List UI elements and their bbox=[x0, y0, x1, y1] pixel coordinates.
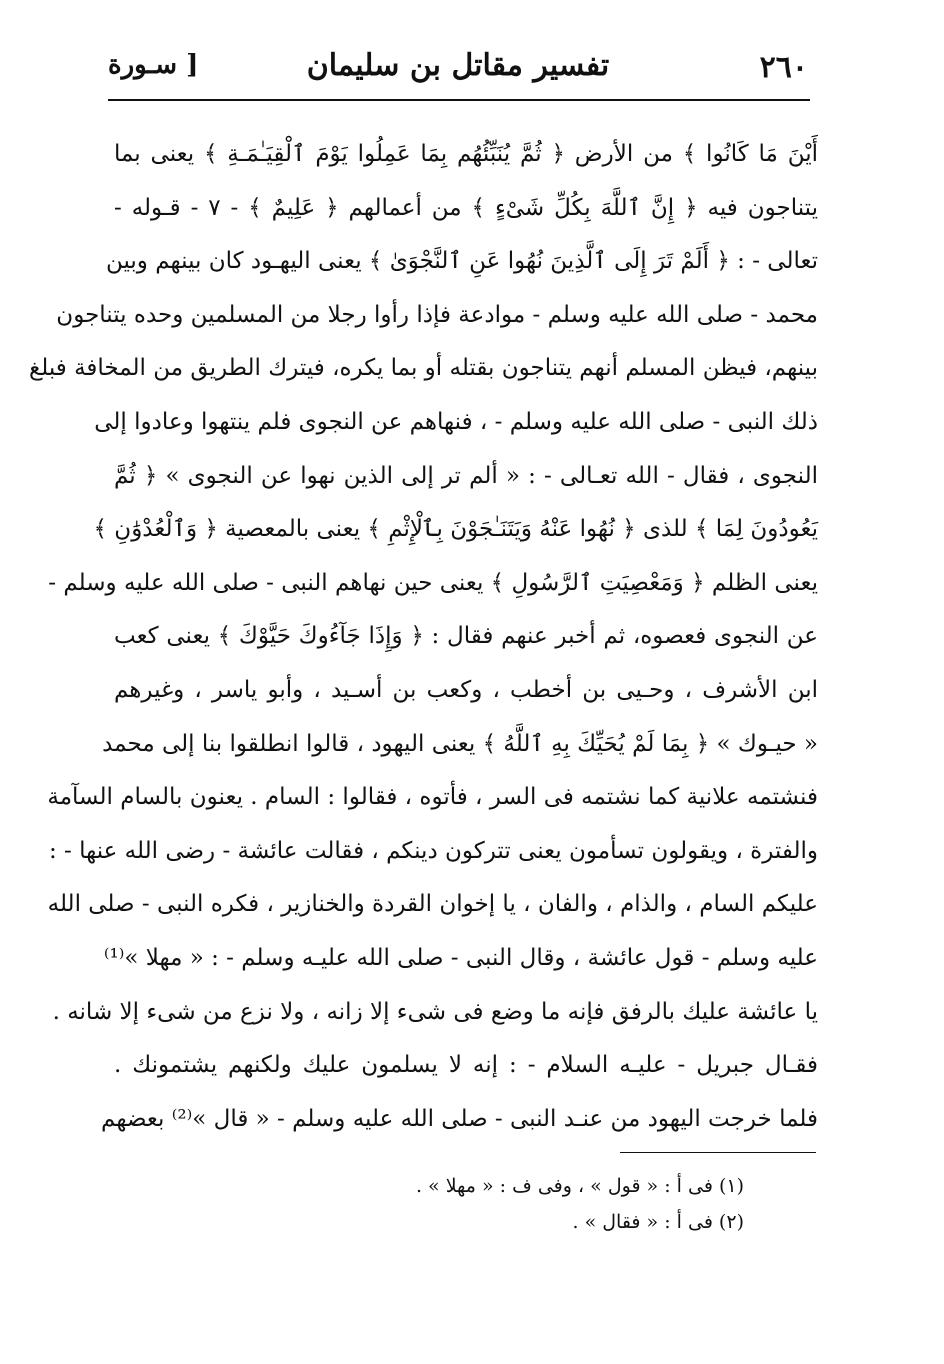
surah-label: [ سـورة bbox=[108, 50, 199, 80]
body-line: يعنى الظلم ﴿ وَمَعْصِيَتِ ٱلرَّسُولِ ﴾ يعنى حين نهاهم النبى - صلى الله عليه وسلم - bbox=[48, 569, 818, 596]
body-line: عليه وسلم - قول عائشة ، وقال النبى - صلى الله عليـه وسلم - : « مهلا »⁽¹⁾ bbox=[103, 944, 818, 971]
body-line: فلما خرجت اليهود من عنـد النبى - صلى الله عليه وسلم - « قال »⁽²⁾ بعضهم bbox=[101, 1105, 818, 1132]
body-line: يا عائشة عليك بالرفق فإنه ما وضع فى شىء إلا زانه ، ولا نزع من شىء إلا شانه . bbox=[52, 998, 818, 1025]
book-title: تفسير مقاتل بن سليمان bbox=[306, 48, 610, 83]
tafsir-body bbox=[28, 128, 818, 1146]
body-line: فقـال جبريل - عليـه السلام - : إنه لا يسلمون عليك ولكنهم يشتمونك . bbox=[114, 1052, 818, 1079]
body-line: النجوى ، فقال - الله تعـالى - : « ألم تر إلى الذين نهوا عن النجوى » ﴿ ثُمَّ bbox=[114, 462, 818, 489]
footnotes bbox=[344, 1168, 744, 1240]
body-line: ذلك النبى - صلى الله عليه وسلم - ، فنهاهم عن النجوى فلم ينتهوا وعادوا إلى bbox=[94, 408, 818, 435]
body-line: والفترة ، ويقولون تسأمون يعنى تتركون دينكم ، فقالت عائشة - رضى الله عنها - : bbox=[48, 837, 818, 864]
footnote-divider bbox=[620, 1152, 816, 1153]
body-line: تعالى - : ﴿ أَلَمْ تَرَ إِلَى ٱلَّذِينَ نُهُوا عَنِ ٱلنَّجْوَىٰ ﴾ يعنى اليهـود كان بينهم وبين bbox=[105, 248, 818, 275]
body-line: « حيـوك » ﴿ بِمَا لَمْ يُحَيِّكَ بِهِ ٱللَّهُ ﴾ يعنى اليهود ، قالوا انطلقوا بنا إلى محمد bbox=[102, 730, 818, 757]
body-line: ابن الأشرف ، وحـيى بن أخطب ، وكعب بن أسـيد ، وأبو ياسر ، وغيرهم bbox=[114, 676, 818, 703]
body-line: عليكم السام ، والذام ، والفان ، يا إخوان القردة والخنازير ، فكره النبى - صلى الله bbox=[47, 891, 818, 918]
page-number: ٢٦٠ bbox=[759, 50, 808, 85]
body-line: أَيْنَ مَا كَانُوا ﴾ من الأرض ﴿ ثُمَّ يُنَبِّئُهُم بِمَا عَمِلُوا يَوْمَ ٱلْقِيَـٰمَـةِ ﴾ يعنى بما bbox=[114, 141, 818, 167]
footnote: (١) فى أ : « قول » ، وفى ف : « مهلا » . bbox=[415, 1175, 744, 1197]
footnote: (٢) فى أ : « فقال » . bbox=[572, 1211, 744, 1233]
header-divider bbox=[108, 99, 810, 101]
body-line: عن النجوى فعصوه، ثم أخبر عنهم فقال : ﴿ وَإِذَا جَآءُوكَ حَيَّوْكَ ﴾ يعنى كعب bbox=[114, 623, 818, 650]
body-line: يَعُودُونَ لِمَا ﴾ للذى ﴿ نُهُوا عَنْهُ وَيَتَنَـٰجَوْنَ بِٱلْإِثْمِ ﴾ يعنى بالمعصية ﴿ وَٱلْعُدْوَٰنِ ﴾ bbox=[93, 516, 818, 543]
body-line: يتناجون فيه ﴿ إِنَّ ٱللَّهَ بِكُلِّ شَىْءٍ ﴾ من أعمالهم ﴿ عَلِيمٌ ﴾ - ٧ - قـوله - bbox=[114, 194, 818, 221]
body-line: بينهم، فيظن المسلم أنهم يتناجون بقتله أو بما يكره، فيترك الطريق من المخافة فبلغ bbox=[28, 355, 818, 382]
body-line: محمد - صلى الله عليه وسلم - موادعة فإذا رأوا رجلا من المسلمين وحده يتناجون bbox=[56, 301, 818, 328]
page-header bbox=[108, 44, 808, 100]
body-line: فنشتمه علانية كما نشتمه فى السر ، فأتوه ، فقالوا : السام . يعنون بالسام السآمة bbox=[47, 784, 818, 811]
